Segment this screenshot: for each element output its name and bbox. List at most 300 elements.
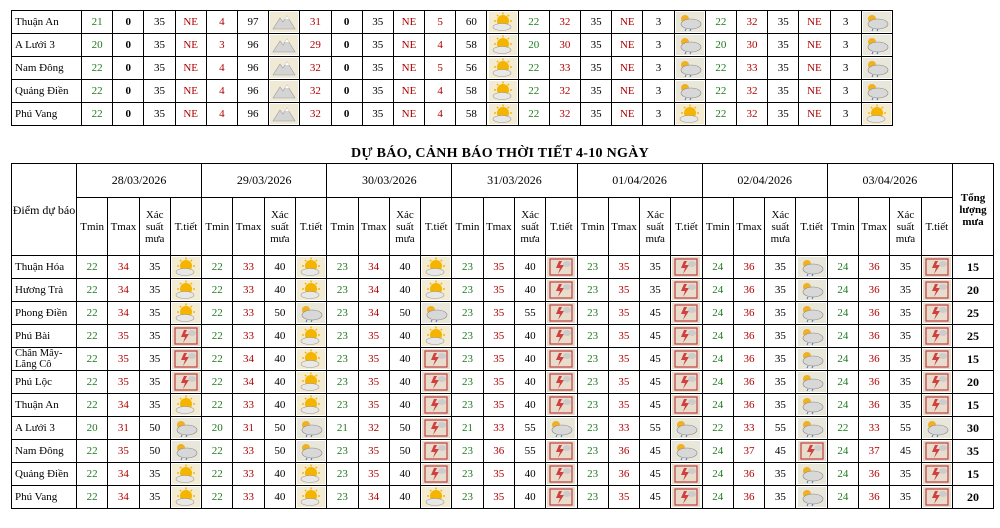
thunderstorm-icon	[547, 284, 575, 296]
tmax-cell: 36	[608, 440, 639, 463]
tmin-cell: 22	[202, 371, 233, 394]
thunderstorm-icon	[672, 307, 700, 319]
rain-prob-cell: 35	[890, 256, 921, 279]
rain-prob-cell: 35	[890, 325, 921, 348]
rain-prob-cell: 40	[264, 325, 295, 348]
tmax-cell: 36	[733, 394, 764, 417]
sunny-icon	[172, 491, 200, 503]
forecast-row	[12, 463, 994, 486]
tmax-cell: 35	[608, 256, 639, 279]
rain-prob-cell: 40	[389, 486, 420, 509]
thunderstorm-icon	[547, 468, 575, 480]
sunny-icon	[489, 108, 517, 120]
value-cell: 22	[82, 80, 113, 103]
thunderstorm-icon	[672, 399, 700, 411]
cloudy-rain-icon	[297, 445, 325, 457]
tmin-cell: 22	[77, 302, 108, 325]
tmin-cell: 22	[77, 394, 108, 417]
date-header: 01/04/2026	[577, 164, 702, 198]
weather-cell	[921, 394, 952, 417]
weather-cell	[796, 348, 827, 371]
rain-prob-cell: 40	[389, 256, 420, 279]
value-cell: 32	[549, 103, 580, 126]
thunderstorm-icon	[422, 353, 450, 365]
location-name: Phú Vang	[12, 486, 77, 509]
rain-prob-cell: 50	[139, 440, 170, 463]
sunny-icon	[297, 376, 325, 388]
location-name: Chân Mây-Lăng Cô	[12, 348, 77, 371]
value-cell: NE	[799, 103, 830, 126]
weather-cell	[487, 34, 518, 57]
rain-prob-cell: 45	[765, 440, 796, 463]
rain-prob-cell: 45	[640, 463, 671, 486]
thunderstorm-icon	[672, 261, 700, 273]
weather-cell	[421, 371, 452, 394]
total-rain-cell: 15	[953, 394, 994, 417]
thunderstorm-icon	[422, 468, 450, 480]
weather-cell	[295, 325, 326, 348]
weather-cell	[170, 463, 201, 486]
weather-cell	[269, 34, 300, 57]
tmax-cell: 35	[483, 348, 514, 371]
cloudy-rain-icon	[863, 85, 891, 97]
total-rain-cell: 25	[953, 302, 994, 325]
total-rain-cell: 20	[953, 371, 994, 394]
tmin-cell: 23	[577, 394, 608, 417]
tmax-cell: 35	[108, 440, 139, 463]
thunderstorm-icon	[923, 353, 951, 365]
date-header: 02/04/2026	[702, 164, 827, 198]
tmax-cell: 34	[108, 256, 139, 279]
tmax-cell: 31	[233, 417, 264, 440]
tmax-cell: 36	[733, 279, 764, 302]
value-cell: 4	[425, 34, 456, 57]
thunderstorm-icon	[923, 307, 951, 319]
tmax-cell: 35	[108, 348, 139, 371]
cloudy-rain-icon	[798, 422, 826, 434]
rain-prob-cell: 35	[765, 302, 796, 325]
tmin-cell: 23	[577, 256, 608, 279]
rain-prob-header: Xác suất mưa	[514, 198, 545, 256]
rain-prob-cell: 35	[765, 463, 796, 486]
rain-prob-cell: 50	[264, 440, 295, 463]
thunderstorm-icon	[547, 445, 575, 457]
rain-prob-header: Xác suất mưa	[765, 198, 796, 256]
value-cell: 96	[237, 80, 268, 103]
rain-prob-cell: 35	[640, 279, 671, 302]
value-cell: NE	[393, 57, 424, 80]
value-cell: 35	[362, 103, 393, 126]
weather-cell	[796, 279, 827, 302]
sunny-icon	[489, 16, 517, 28]
value-cell: 33	[736, 57, 767, 80]
sunny-icon	[489, 39, 517, 51]
value-cell: 4	[206, 103, 237, 126]
cloudy-rain-icon	[422, 307, 450, 319]
weather-cell	[421, 256, 452, 279]
top-table-row	[12, 34, 893, 57]
rain-prob-cell: 50	[389, 417, 420, 440]
rain-prob-cell: 40	[389, 394, 420, 417]
tmin-cell: 22	[202, 394, 233, 417]
tmin-cell: 22	[702, 417, 733, 440]
value-cell: 35	[768, 103, 799, 126]
top-table-row	[12, 11, 893, 34]
rain-prob-cell: 40	[514, 486, 545, 509]
thunderstorm-icon	[923, 491, 951, 503]
value-cell: 22	[705, 103, 736, 126]
date-header: 28/03/2026	[77, 164, 202, 198]
location-name: Hương Trà	[12, 279, 77, 302]
weather-cell	[421, 325, 452, 348]
location-name: Phú Lộc	[12, 371, 77, 394]
tmax-cell: 36	[733, 256, 764, 279]
value-cell: 56	[456, 57, 487, 80]
tmax-header: Tmax	[608, 198, 639, 256]
sunny-icon	[422, 330, 450, 342]
sunny-icon	[489, 85, 517, 97]
value-cell: 35	[362, 34, 393, 57]
rain-prob-cell: 35	[765, 371, 796, 394]
rain-prob-cell: 50	[264, 302, 295, 325]
sunny-icon	[297, 491, 325, 503]
value-cell: 32	[736, 11, 767, 34]
thunderstorm-icon	[672, 468, 700, 480]
top-table-row	[12, 57, 893, 80]
value-cell: NE	[612, 34, 643, 57]
weather-cell	[671, 256, 702, 279]
tmin-cell: 24	[827, 486, 858, 509]
weather-header: T.tiết	[921, 198, 952, 256]
value-cell: 3	[643, 11, 674, 34]
cloudy-rain-icon	[923, 422, 951, 434]
value-cell: 22	[82, 57, 113, 80]
weather-cell	[421, 394, 452, 417]
value-cell: 0	[331, 57, 362, 80]
sunny-icon	[676, 108, 704, 120]
tmin-cell: 23	[452, 394, 483, 417]
weather-cell	[921, 325, 952, 348]
value-cell: 35	[144, 103, 175, 126]
tmin-header: Tmin	[702, 198, 733, 256]
value-cell: 35	[581, 11, 612, 34]
rain-prob-cell: 40	[389, 325, 420, 348]
value-cell: 58	[456, 103, 487, 126]
weather-cell	[421, 302, 452, 325]
tmin-cell: 20	[77, 417, 108, 440]
cloudy-rain-icon	[547, 422, 575, 434]
tmax-cell: 34	[108, 394, 139, 417]
rain-prob-cell: 35	[765, 486, 796, 509]
forecast-row	[12, 394, 994, 417]
tmax-cell: 33	[233, 325, 264, 348]
tmax-cell: 34	[358, 486, 389, 509]
value-cell: 0	[113, 103, 144, 126]
weather-cell	[921, 463, 952, 486]
rain-prob-cell: 55	[514, 440, 545, 463]
value-cell: 22	[705, 57, 736, 80]
tmax-cell: 35	[358, 325, 389, 348]
point-header: Điểm dự báo	[12, 164, 77, 256]
tmin-cell: 23	[577, 371, 608, 394]
tmin-cell: 24	[702, 371, 733, 394]
value-cell: 35	[768, 34, 799, 57]
weather-cell	[295, 256, 326, 279]
tmax-cell: 35	[483, 394, 514, 417]
value-cell: 35	[362, 80, 393, 103]
tmax-cell: 36	[859, 463, 890, 486]
tmax-cell: 35	[358, 371, 389, 394]
tmax-cell: 35	[358, 348, 389, 371]
rain-prob-cell: 40	[264, 394, 295, 417]
tmax-cell: 33	[233, 256, 264, 279]
tmin-cell: 22	[77, 371, 108, 394]
tmax-cell: 35	[108, 371, 139, 394]
thunderstorm-icon	[672, 330, 700, 342]
rain-prob-cell: 40	[264, 279, 295, 302]
thunderstorm-icon	[547, 307, 575, 319]
tmin-cell: 23	[327, 463, 358, 486]
weather-cell	[861, 57, 892, 80]
cloudy-rain-icon	[798, 284, 826, 296]
tmin-cell: 22	[202, 486, 233, 509]
total-rain-header: Tổng lượng mưa	[953, 164, 994, 256]
weather-cell	[921, 348, 952, 371]
rain-prob-cell: 35	[765, 256, 796, 279]
rain-prob-cell: 50	[139, 417, 170, 440]
thunderstorm-icon	[172, 330, 200, 342]
tmin-cell: 23	[577, 348, 608, 371]
rain-prob-cell: 35	[139, 371, 170, 394]
cloudy-rain-icon	[798, 399, 826, 411]
tmax-header: Tmax	[108, 198, 139, 256]
tmax-cell: 34	[233, 348, 264, 371]
value-cell: 3	[643, 103, 674, 126]
tmin-cell: 22	[77, 279, 108, 302]
rain-prob-header: Xác suất mưa	[890, 198, 921, 256]
value-cell: 35	[581, 80, 612, 103]
weather-cell	[546, 279, 577, 302]
top-table-row	[12, 103, 893, 126]
value-cell: NE	[393, 80, 424, 103]
rain-prob-cell: 45	[640, 325, 671, 348]
tmax-cell: 35	[483, 256, 514, 279]
forecast-row	[12, 325, 994, 348]
sunny-icon	[297, 468, 325, 480]
tmax-cell: 35	[483, 302, 514, 325]
tmax-cell: 36	[733, 325, 764, 348]
tmin-cell: 24	[827, 440, 858, 463]
cloudy-rain-icon	[798, 376, 826, 388]
tmax-cell: 37	[859, 440, 890, 463]
value-cell: 30	[549, 34, 580, 57]
weather-cell	[546, 325, 577, 348]
tmin-cell: 24	[702, 348, 733, 371]
forecast-row	[12, 486, 994, 509]
value-cell: 35	[768, 57, 799, 80]
weather-cell	[295, 394, 326, 417]
weather-cell	[796, 440, 827, 463]
tmin-cell: 23	[452, 302, 483, 325]
weather-cell	[671, 486, 702, 509]
thunderstorm-icon	[923, 330, 951, 342]
value-cell: 32	[300, 80, 331, 103]
tmax-cell: 36	[733, 348, 764, 371]
weather-cell	[487, 57, 518, 80]
value-cell: 22	[518, 11, 549, 34]
tmin-cell: 24	[702, 256, 733, 279]
value-cell: 31	[300, 11, 331, 34]
value-cell: 3	[643, 57, 674, 80]
tmin-cell: 22	[77, 486, 108, 509]
value-cell: NE	[799, 57, 830, 80]
value-cell: 35	[144, 80, 175, 103]
tmin-cell: 23	[577, 325, 608, 348]
tmax-cell: 35	[358, 440, 389, 463]
tmax-cell: 34	[108, 279, 139, 302]
weather-cell	[295, 279, 326, 302]
weather-cell	[546, 394, 577, 417]
weather-header: T.tiết	[421, 198, 452, 256]
cloudy-rain-icon	[672, 422, 700, 434]
value-cell: 0	[113, 80, 144, 103]
weather-cell	[295, 440, 326, 463]
location-name: Phú Vang	[12, 103, 82, 126]
tmax-cell: 35	[483, 279, 514, 302]
value-cell: 20	[518, 34, 549, 57]
rain-prob-cell: 45	[640, 486, 671, 509]
weather-cell	[861, 80, 892, 103]
value-cell: 35	[362, 11, 393, 34]
value-cell: 0	[331, 103, 362, 126]
rain-prob-cell: 35	[139, 394, 170, 417]
rain-prob-cell: 40	[514, 256, 545, 279]
header-row-fields	[12, 198, 994, 256]
weather-cell	[546, 302, 577, 325]
value-cell: 58	[456, 34, 487, 57]
tmin-header: Tmin	[202, 198, 233, 256]
value-cell: 96	[237, 57, 268, 80]
tmax-cell: 33	[483, 417, 514, 440]
tmin-cell: 23	[327, 371, 358, 394]
tmin-cell: 23	[452, 486, 483, 509]
sunny-icon	[863, 108, 891, 120]
weather-cell	[796, 371, 827, 394]
weather-cell	[861, 103, 892, 126]
value-cell: NE	[799, 34, 830, 57]
rain-prob-cell: 50	[389, 440, 420, 463]
rain-prob-cell: 40	[389, 279, 420, 302]
tmin-cell: 24	[827, 302, 858, 325]
cloudy-rain-icon	[297, 422, 325, 434]
rain-prob-cell: 55	[514, 302, 545, 325]
top-table-row	[12, 80, 893, 103]
tmin-cell: 24	[702, 325, 733, 348]
forecast-table	[11, 163, 994, 509]
weather-cell	[170, 440, 201, 463]
value-cell: 4	[206, 57, 237, 80]
tmin-cell: 23	[327, 486, 358, 509]
thunderstorm-icon	[672, 353, 700, 365]
weather-cell	[921, 440, 952, 463]
tmax-cell: 34	[108, 302, 139, 325]
tmin-cell: 24	[827, 279, 858, 302]
weather-cell	[921, 302, 952, 325]
value-cell: 58	[456, 80, 487, 103]
weather-cell	[861, 11, 892, 34]
weather-header: T.tiết	[170, 198, 201, 256]
value-cell: 35	[581, 103, 612, 126]
forecast-row	[12, 348, 994, 371]
tmax-cell: 35	[608, 486, 639, 509]
weather-cell	[796, 302, 827, 325]
location-name: A Lưới 3	[12, 34, 82, 57]
rain-prob-cell: 35	[139, 348, 170, 371]
weather-cell	[546, 440, 577, 463]
tmax-header: Tmax	[233, 198, 264, 256]
total-rain-cell: 15	[953, 348, 994, 371]
tmin-cell: 23	[452, 348, 483, 371]
value-cell: 32	[549, 11, 580, 34]
weather-cell	[170, 371, 201, 394]
cloudy-rain-icon	[798, 330, 826, 342]
weather-header: T.tiết	[671, 198, 702, 256]
value-cell: 97	[237, 11, 268, 34]
thunderstorm-icon	[547, 491, 575, 503]
rain-prob-cell: 50	[389, 302, 420, 325]
thunderstorm-icon	[547, 261, 575, 273]
cloudy-rain-icon	[863, 16, 891, 28]
weather-cell	[269, 57, 300, 80]
cloudy-rain-icon	[676, 39, 704, 51]
tmax-cell: 34	[108, 463, 139, 486]
weather-cell	[421, 417, 452, 440]
weather-cell	[671, 463, 702, 486]
date-header: 30/03/2026	[327, 164, 452, 198]
weather-cell	[269, 80, 300, 103]
tmax-header: Tmax	[358, 198, 389, 256]
sunny-icon	[297, 353, 325, 365]
location-name: Thuận An	[12, 11, 82, 34]
tmax-cell: 34	[108, 486, 139, 509]
tmax-cell: 35	[483, 371, 514, 394]
tmax-cell: 33	[608, 417, 639, 440]
weather-cell	[546, 256, 577, 279]
thunderstorm-icon	[547, 399, 575, 411]
value-cell: 4	[206, 80, 237, 103]
cold-mist-icon	[270, 108, 298, 120]
sunny-icon	[422, 284, 450, 296]
value-cell: NE	[393, 103, 424, 126]
rain-prob-cell: 35	[890, 394, 921, 417]
tmin-cell: 23	[327, 394, 358, 417]
weather-cell	[796, 394, 827, 417]
tmin-cell: 23	[452, 325, 483, 348]
weather-cell	[421, 348, 452, 371]
value-cell: 22	[82, 103, 113, 126]
value-cell: 32	[736, 103, 767, 126]
tmax-cell: 37	[733, 440, 764, 463]
tmax-cell: 35	[608, 279, 639, 302]
rain-prob-header: Xác suất mưa	[139, 198, 170, 256]
sunny-icon	[422, 491, 450, 503]
total-rain-cell: 20	[953, 486, 994, 509]
value-cell: NE	[799, 11, 830, 34]
rain-prob-cell: 35	[765, 394, 796, 417]
weather-cell	[671, 371, 702, 394]
rain-prob-header: Xác suất mưa	[640, 198, 671, 256]
tmax-cell: 36	[859, 279, 890, 302]
